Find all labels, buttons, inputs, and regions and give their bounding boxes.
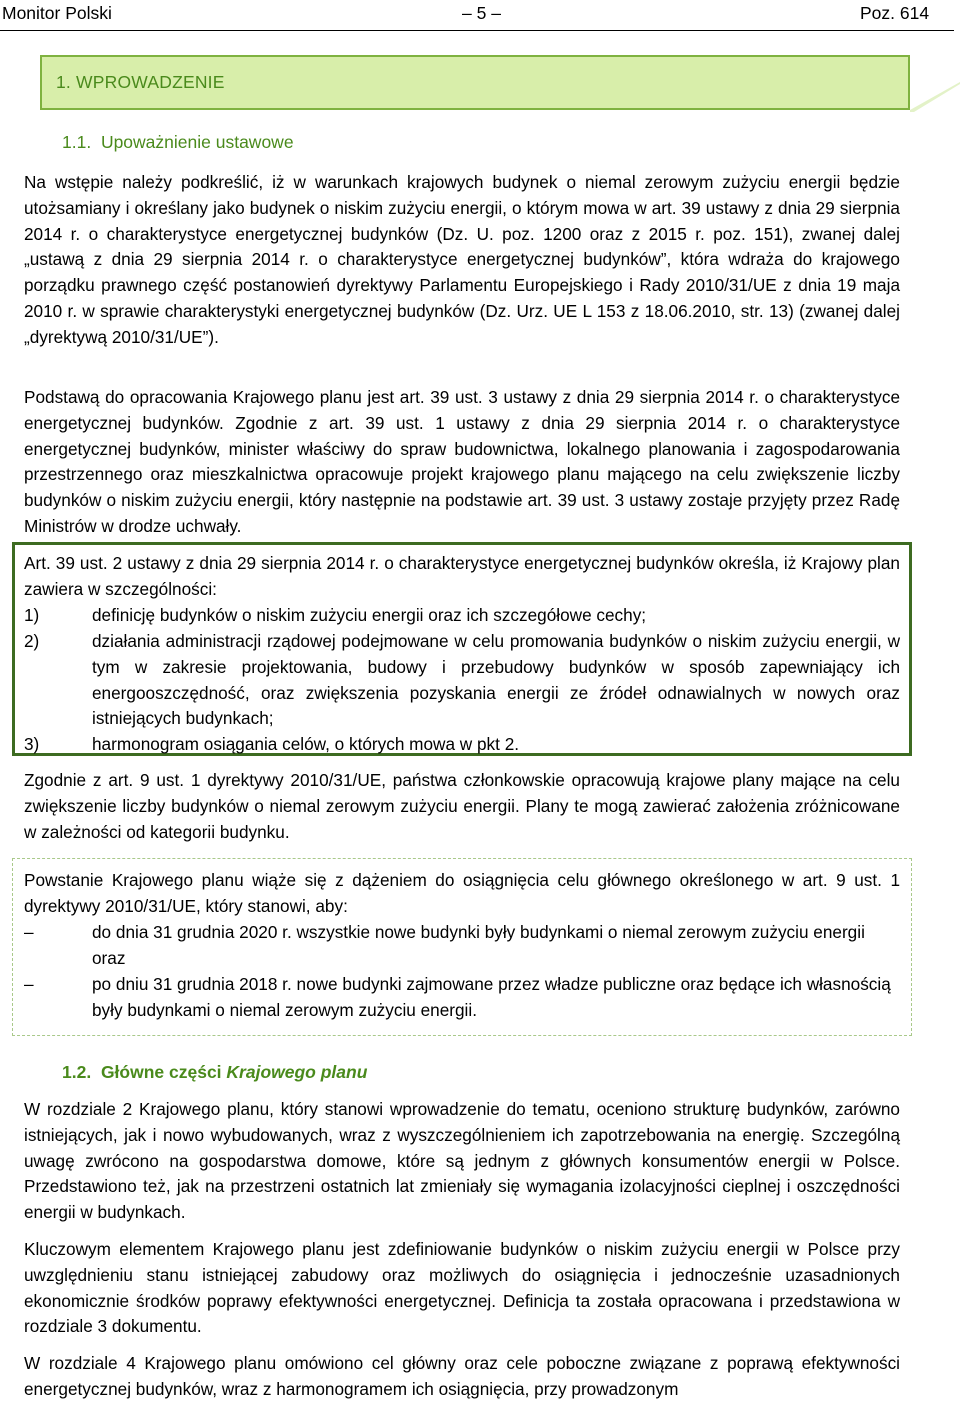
list-item: – do dnia 31 grudnia 2020 r. wszystkie nowe budynki były budynkami o niemal zerowym zużyciu energii oraz [24, 922, 865, 968]
chapter-banner [40, 55, 910, 110]
paragraph-key-element: Kluczowym elementem Krajowego planu jest zdefiniowanie budynków o niskim zużyciu energii w Polsce przy uwzględnieniu stanu istniejącej zabudowy oraz możliwych do osiągnięcia i jednocześnie uzasadnionych ekonomicznie środków poprawy efektywności energetycznej. Definicja ta została opracowana i przedstawiona w rozdziale 3 dokumentu. [24, 1239, 900, 1337]
box1-intro: Art. 39 ust. 2 ustawy z dnia 29 sierpnia 2014 r. o charakterystyce energetycznej budynków określa, iż Krajowy plan zawiera w szczególności: [24, 553, 900, 599]
section-heading-1-2 [62, 1062, 367, 1083]
list-item: 3) harmonogram osiągania celów, o których mowa w pkt 2. [24, 734, 520, 754]
chapter-title: 1. WPROWADZENIE [56, 72, 225, 92]
paragraph-directive: Zgodnie z art. 9 ust. 1 dyrektywy 2010/31/UE, państwa członkowskie opracowują krajowe plany mające na celu zwiększenie liczby budynków o niemal zerowym zużyciu energii. Plany te mogą zawierać założenia zróżnicowane w zależności od kategorii budynku. [24, 770, 900, 842]
page-number: – 5 – [462, 3, 501, 23]
section-title-italic: Krajowego planu [226, 1062, 368, 1082]
section-number: 1.1. [62, 132, 92, 152]
banner-decoration [910, 82, 960, 112]
position-number: Poz. 614 [860, 3, 930, 23]
paragraph-legal-basis: Podstawą do opracowania Krajowego planu jest art. 39 ust. 3 ustawy z dnia 29 sierpnia 2014 r. o charakterystyce energetycznej budynków. Zgodnie z art. 39 ust. 1 ustawy z dnia 29 sierpnia 2014 r. o charakterystyce energetycznej budynków, minister właściwy do spraw budownictwa, lokalnego planowania i zagospodarowania przestrzennego oraz mieszkalnictwa opracowuje projekt krajowego planu mającego na celu zwiększenie liczby budynków o niskim zużyciu energii, który następnie na podstawie art. 39 ust. 3 ustawy zostaje przyjęty przez Radę Ministrów w drodze uchwały. [24, 387, 900, 536]
section-title: Upoważnienie ustawowe [100, 132, 294, 152]
paragraph-chapter-2: W rozdziale 2 Krajowego planu, który stanowi wprowadzenie do tematu, oceniono strukturę budynków, zarówno istniejących, jak i nowo wybudowanych, wraz z wyszczególnieniem ich zapotrzebowania na energię. Szczególną uwagę zwrócono na gospodarstwa domowe, które są jednym z głównych konsumentów energii w Polsce. Przedstawiono też, jak na przestrzeni ostatnich lat zmieniały się wymagania izolacyjności cieplnej i oszczędności energii w budynkach. [24, 1099, 900, 1223]
paragraph-intro: Na wstępie należy podkreślić, iż w warunkach krajowych budynek o niemal zerowym zużyciu energii będzie utożsamiany i określany jako budynek o niskim zużyciu energii, o którym mowa w art. 39 ustawy z dnia 29 sierpnia 2014 r. o charakterystyce energetycznej budynków (Dz. U. poz. 1200 oraz z 2015 r. poz. 151), zwanej dalej „ustawą z dnia 29 sierpnia 2014 r. o charakterystyce energetycznej budynków”, która wdraża do krajowego porządku prawnego część postanowień dyrektywy Parlamentu Europejskiego i Rady 2010/31/UE z dnia 19 maja 2010 r. w sprawie charakterystyki energetycznej budynków (Dz. Urz. UE L 153 z 18.06.2010, str. 13) (zwanej dalej „dyrektywą 2010/31/UE”). [24, 172, 900, 347]
section-number: 1.2. [62, 1062, 92, 1082]
list-item: 1) definicję budynków o niskim zużyciu energii oraz ich szczegółowe cechy; [24, 605, 647, 625]
section-heading-1-1 [62, 132, 294, 153]
paragraph-chapter-4: W rozdziale 4 Krajowego planu omówiono cel główny oraz cele poboczne związane z poprawą efektywności energetycznej budynków, wraz z harmonogramem ich osiągnięcia, przy prowadzonym [24, 1353, 900, 1399]
header-rule [0, 30, 954, 31]
list-item: – po dniu 31 grudnia 2018 r. nowe budynki zajmowane przez władze publiczne oraz będące ich własnością były budynkami o niemal zerowym zużyciu energii. [24, 974, 891, 1020]
list-item: 2) działania administracji rządowej podejmowane w celu promowania budynków o niskim zużyciu energii, w tym w zakresie projektowania, budowy i przebudowy budynków w sposób zapewniający ich energooszczędność, oraz zwiększenia pozyskania energii ze źródeł odnawialnych w nowych oraz istniejących budynkach; [24, 631, 900, 729]
page-header [0, 0, 960, 26]
box2-intro: Powstanie Krajowego planu wiąże się z dążeniem do osiągnięcia celu głównego określonego w art. 9 ust. 1 dyrektywy 2010/31/UE, który stanowi, aby: [24, 870, 900, 916]
publication-name: Monitor Polski [2, 3, 112, 23]
section-title: Główne części [100, 1062, 227, 1082]
